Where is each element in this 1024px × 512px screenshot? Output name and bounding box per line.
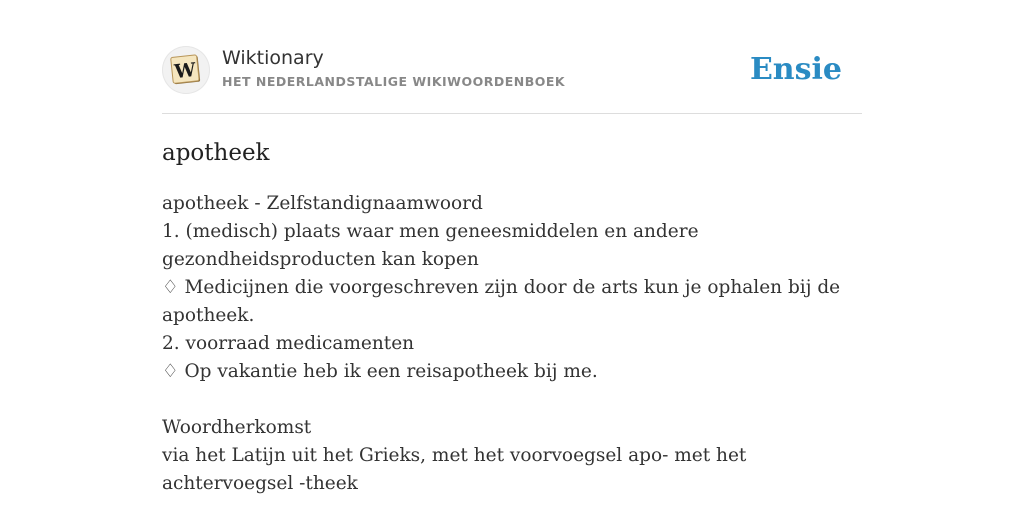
definition-1: 1. (medisch) plaats waar men geneesmiddelen en andere gezondheidsproducten kan kopen [162,221,699,270]
entry-pos-line: apotheek - Zelfstandignaamwoord [162,193,483,214]
logo-letter: W [173,59,197,84]
site-subtitle: HET NEDERLANDSTALIGE WIKIWOORDENBOEK [222,74,566,89]
etymology-heading: Woordherkomst [162,417,312,438]
spacer [162,386,862,414]
header-divider [162,113,862,114]
example-2: ♢ Op vakantie heb ik een reisapotheek bij me. [162,361,598,382]
etymology-text: via het Latijn uit het Grieks, met het voorvoegsel apo- met het achtervoegsel -theek [162,445,747,494]
site-name[interactable]: Wiktionary [222,47,324,69]
entry-content [162,190,862,498]
entry-title: apotheek [162,140,270,166]
wiktionary-logo-icon[interactable] [162,46,210,94]
example-1: ♢ Medicijnen die voorgeschreven zijn door de arts kun je ophalen bij de apotheek. [162,277,841,326]
ensie-logo[interactable]: Ensie [749,52,842,87]
wiktionary-tile-icon [168,52,204,88]
definition-2: 2. voorraad medicamenten [162,333,415,354]
header [162,46,862,96]
